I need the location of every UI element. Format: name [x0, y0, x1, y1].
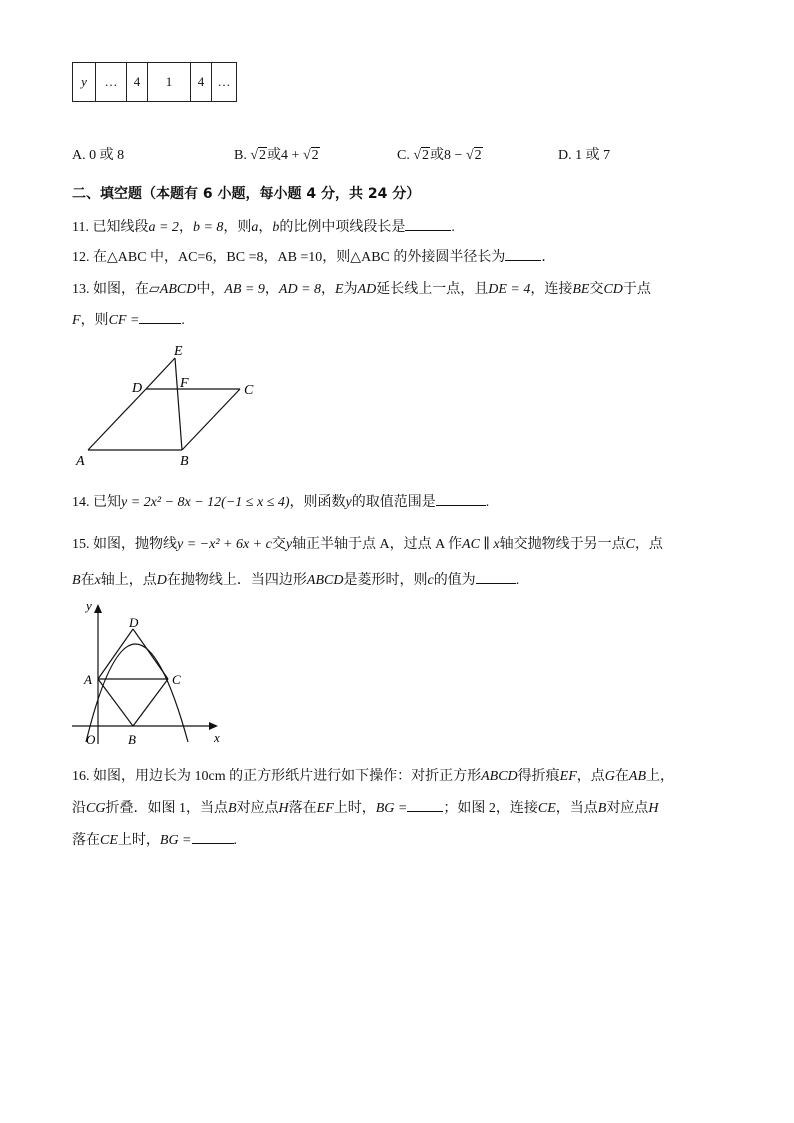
segment-BC — [133, 679, 168, 726]
label-x: x — [214, 730, 220, 745]
sqrt-symbol: √2 — [250, 148, 267, 163]
label-y: y — [86, 598, 92, 613]
segment-AB — [98, 679, 133, 726]
option-c: C. √2或8 − √2 — [397, 148, 482, 163]
segment-AD — [98, 629, 133, 679]
table-label: y — [73, 63, 96, 102]
question-16-line-2: 沿CG折叠．如图 1，当点B对应点H落在EF上时，BG = ；如图 2，连接CE，当点B对应点H — [72, 797, 658, 817]
label-A: A — [76, 454, 85, 468]
parabola-curve — [86, 644, 188, 742]
label-B: B — [128, 732, 136, 747]
parabola-figure — [66, 598, 226, 750]
option-d: D. 1 或 7 — [558, 148, 611, 163]
sqrt-symbol: √2 — [413, 148, 430, 163]
sqrt-symbol: √2 — [465, 148, 482, 163]
option-b: B. √2或4 + √2 — [234, 148, 319, 163]
question-13-line-2: F，则CF = . — [72, 309, 185, 329]
segment-DE — [146, 358, 175, 389]
answer-blank — [476, 569, 516, 584]
segment-EB — [175, 358, 182, 450]
option-a: A. 0 或 8 — [72, 148, 125, 163]
answer-blank — [139, 309, 181, 324]
label-F: F — [180, 376, 189, 391]
question-14: 14. 已知y = 2x² − 8x − 12(−1 ≤ x ≤ 4)，则函数y的取值范围是 . — [72, 491, 489, 511]
label-D: D — [129, 615, 139, 630]
answer-blank — [192, 829, 234, 844]
answer-blank — [436, 491, 486, 506]
label-B: B — [180, 454, 189, 468]
label-O: O — [86, 732, 96, 747]
question-12: 12. 在△ABC 中，AC=6，BC =8，AB =10，则△ABC 的外接圆半径长为 ． — [72, 246, 555, 266]
question-16-line-3: 落在CE上时，BG = . — [72, 829, 237, 849]
answer-blank — [405, 216, 451, 231]
label-D: D — [132, 381, 143, 396]
question-11: 11. 已知线段a = 2，b = 8，则a，b的比例中项线段长是 . — [72, 216, 455, 236]
parallelogram-figure — [70, 338, 270, 468]
table-cell: 4 — [191, 63, 212, 102]
segment-CB — [182, 389, 240, 450]
label-A: A — [84, 672, 92, 687]
segment-AD — [88, 389, 146, 450]
answer-blank — [407, 797, 443, 812]
table-cell: … — [212, 63, 237, 102]
question-15-line-1: 15. 如图，抛物线y = −x² + 6x + c交y轴正半轴于点 A，过点 A 作AC ∥ x轴交抛物线于另一点C，点 — [72, 537, 663, 552]
answer-blank — [505, 246, 541, 261]
question-15-line-2: B在x轴上，点D在抛物线上．当四边形ABCD是菱形时，则c的值为 . — [72, 569, 519, 589]
label-C: C — [172, 672, 181, 687]
y-axis-arrow — [94, 604, 102, 613]
question-16-line-1: 16. 如图，用边长为 10cm 的正方形纸片进行如下操作：对折正方形ABCD得折痕EF，点G在AB上， — [72, 769, 675, 784]
table-cell: … — [96, 63, 127, 102]
sqrt-symbol: √2 — [302, 148, 319, 163]
value-table — [72, 62, 237, 102]
x-axis-arrow — [209, 722, 218, 730]
table-cell: 4 — [127, 63, 148, 102]
question-13-line-1: 13. 如图，在▱ABCD中，AB = 9，AD = 8，E为AD延长线上一点，且DE = 4，连接BE交CD于点 — [72, 282, 651, 297]
label-C: C — [244, 383, 254, 398]
table-cell: 1 — [148, 63, 191, 102]
segment-DC — [133, 629, 168, 679]
section-heading: 二、填空题（本题有 6 小题，每小题 4 分，共 24 分） — [72, 186, 421, 202]
label-E: E — [174, 344, 183, 359]
